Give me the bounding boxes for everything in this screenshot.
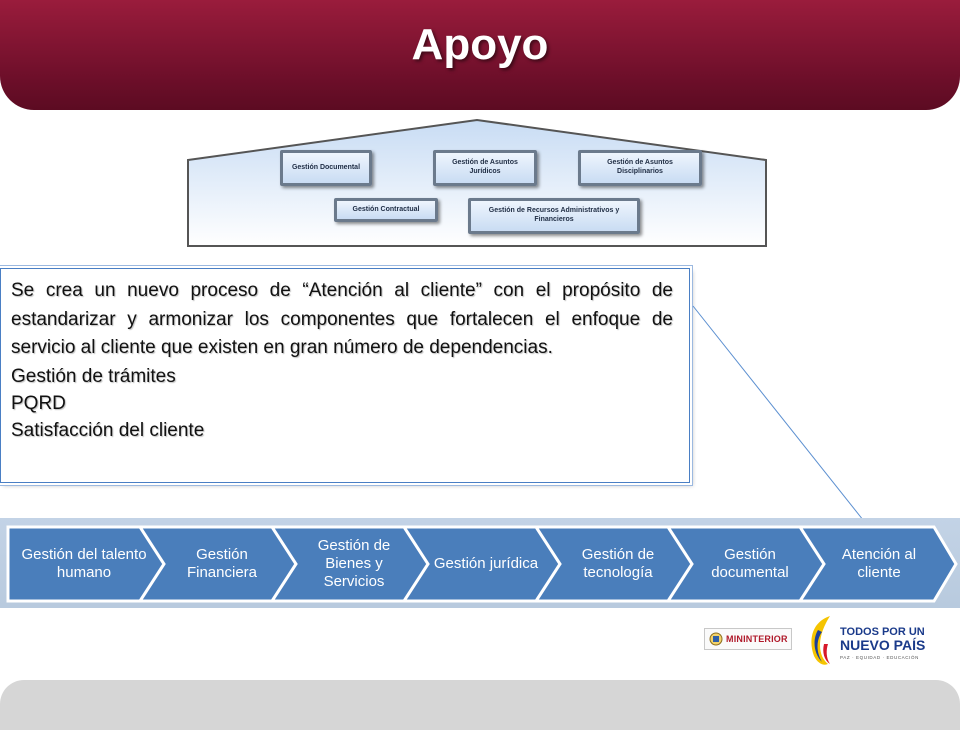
box-gestion-asuntos-disciplinarios: Gestión de Asuntos Disciplinarios [578,150,702,186]
box-gestion-recursos-administrativos: Gestión de Recursos Administrativos y Financieros [468,198,640,234]
step-gestion-tecnologia: Gestión de tecnología [581,546,655,581]
footer-bar [0,680,960,730]
step-atencion-cliente: Atención al cliente [841,546,917,581]
step-gestion-financiera: Gestión Financiera [186,546,258,581]
slogan-line1: TODOS POR UN [840,626,925,638]
logos-area [700,610,940,675]
box-gestion-documental: Gestión Documental [280,150,372,186]
list-item: Gestión de trámites [11,365,176,387]
box-gestion-contractual: Gestión Contractual [334,198,438,222]
slogan-line3: PAZ · EQUIDAD · EDUCACIÓN [840,655,919,660]
step-gestion-talento-humano: Gestión del talento humano [21,546,147,581]
description-paragraph: Se crea un nuevo proceso de “Atención al cliente” con el propósito de estandarizar y armonizar los componentes que fortalecen el enfoque de servicio al cliente que existen en gran número de dependencias. [11,280,673,358]
step-gestion-juridica: Gestión jurídica [433,555,539,572]
step-gestion-documental: Gestión documental [711,546,789,581]
nuevo-pais-flag-icon [804,614,836,666]
coat-of-arms-icon [709,632,723,646]
mininterior-label: MININTERIOR [726,634,788,644]
step-gestion-bienes-servicios: Gestión de Bienes y Servicios [317,537,391,590]
list-item: PQRD [11,392,66,414]
mininterior-logo [704,628,792,650]
box-gestion-asuntos-juridicos: Gestión de Asuntos Jurídicos [433,150,537,186]
page-title: Apoyo [411,20,549,69]
list-item: Satisfacción del cliente [11,419,205,441]
slogan-line2: NUEVO PAÍS [840,637,926,653]
